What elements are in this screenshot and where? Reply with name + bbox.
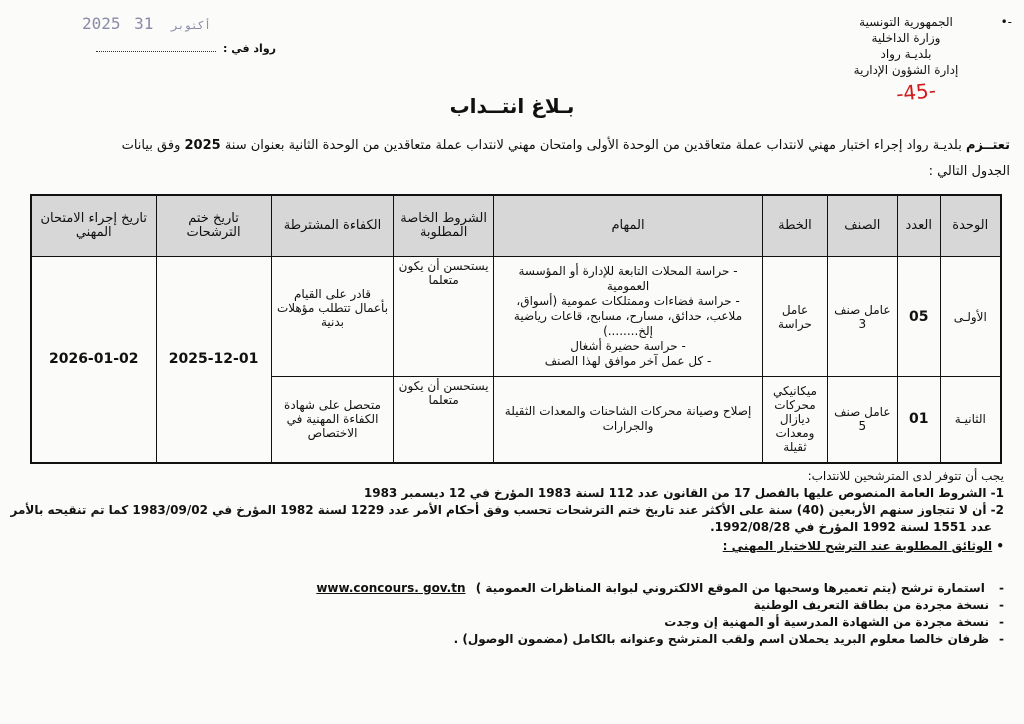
header-line: وزارة الداخلية [871,31,941,45]
website-link: www.concours. gov.tn [316,581,466,595]
cell-close-date: 2025-12-01 [156,257,271,463]
document-text: نسخة مجردة من الشهادة المدرسية أو المهنية إن وجدت [664,615,990,629]
col-close-date: تاريخ ختم الترشحات [156,195,271,257]
task-item: - حراسة المحلات التابعة للإدارة أو المؤسسة العمومية [518,264,738,293]
condition-item: عدد 1551 لسنة 1992 المؤرخ في 1992/08/28. [710,520,992,534]
col-category: الصنف [827,195,897,257]
cell-plan: ميكانيكي محركات ديازال ومعدات ثقيلة [763,377,828,463]
conditions-heading: يجب أن تتوفر لدى المترشحين للانتداب: [807,469,1004,483]
intro-prefix: تعتــزم [965,138,1010,153]
col-count: العدد [897,195,940,257]
bullet-icon: • [996,539,1004,553]
cell-unit: الأولـى [940,257,1001,377]
cell-category: عامل صنف 3 [827,257,897,377]
recruitment-table [30,194,1002,464]
documents-section [14,580,1004,648]
intro-year: 2025 [184,138,221,153]
cell-category: عامل صنف 5 [827,377,897,463]
cell-count: 05 [897,257,940,377]
dotted-line [96,51,216,52]
document-item: -نسخة مجردة من بطاقة التعريف الوطنية [753,598,1004,612]
table-row [31,257,1001,377]
col-plan: الخطة [763,195,828,257]
intro-text: بلديـة رواد إجراء اختبار مهني لانتداب عملة متعاقدين من الوحدة الأولى وامتحان مهني لانتداب عملة متعاقدين من الوحدة الثانية بعنوان سنة [220,138,966,153]
cell-unit: الثانيـة [940,377,1001,463]
document-text: ظرفان خالصا معلوم البريد يحملان اسم ولقب المترشح وعنوانه بالكامل (مضمون الوصول) . [453,632,990,646]
task-item: - حراسة حضيرة أشغال [570,339,686,353]
col-conditions: الشروط الخاصة المطلوبة [394,195,493,257]
col-tasks: المهام [493,195,762,257]
condition-item: 2- أن لا تتجاوز سنهم الأربعين (40) سنة على الأكثر عند تاريخ ختم الترشحات تحسب وفق أحكام الأمر عدد 1229 لسنة 1982 المؤرخ في 1983/09/02 كما تم تنقيحه بالأمر [10,503,1004,517]
condition-item: 1- الشروط العامة المنصوص عليها بالفصل 17 من القانون عدد 112 لسنة 1983 المؤرخ في 12 ديسمبر 1983 [363,486,1004,500]
cell-plan: عامل حراسة [763,257,828,377]
stamp-day: 31 [134,14,154,33]
received-stamp [82,14,215,33]
col-competence: الكفاءة المشترطة [271,195,394,257]
intro-suffix: وفق بيانات [121,138,185,153]
col-exam-date: تاريخ إجراء الامتحان المهني [31,195,156,257]
conditions-section [10,468,1004,555]
cell-exam-date: 2026-01-02 [31,257,156,463]
cell-tasks [493,377,762,463]
table-header-row [31,195,1001,257]
document-text: نسخة مجردة من بطاقة التعريف الوطنية [753,598,990,612]
place-date-line [86,42,276,55]
cell-conditions: يستحسن أن يكون متعلما [394,377,493,463]
page-title: بـلاغ انتــداب [449,94,575,118]
cell-conditions: يستحسن أن يكون متعلما [394,257,493,377]
header-line: الجمهورية التونسية -• [859,15,1012,29]
cell-competence: قادر على القيام بأعمال تتطلب مؤهلات بدنية [271,257,394,377]
documents-heading-line [14,538,1004,555]
task-item: إصلاح وصيانة محركات الشاحنات والمعدات الثقيلة والجرارات [504,404,752,434]
cell-count: 01 [897,377,940,463]
task-item: - كل عمل آخر موافق لهذا الصنف [544,354,712,368]
rawad-label: رواد في : [223,42,276,55]
institution-header [816,14,1012,78]
document-text: استمارة ترشح (يتم تعميرها وسحبها من الموقع الالكتروني لبوابة المناظرات العمومية ) [475,581,985,595]
stamp-year: 2025 [82,14,121,33]
header-line: بلديـة رواد [880,47,932,61]
stamp-month: أكتوبر [171,19,211,32]
intro-paragraph [10,133,1010,185]
task-item: - حراسة فضاءات وممتلكات عمومية (أسواق، ملاعب، حدائق، مسارح، مسابح، قاعات رياضية إلخ........) [513,294,743,338]
intro-line2: الجدول التالي : [928,164,1010,179]
cell-tasks [493,257,762,377]
document-item: -ظرفان خالصا معلوم البريد يحملان اسم ولقب المترشح وعنوانه بالكامل (مضمون الوصول) . [453,632,1004,646]
document-item: -نسخة مجردة من الشهادة المدرسية أو المهنية إن وجدت [664,615,1004,629]
dash-mark: -• [1000,15,1012,29]
document-item: - استمارة ترشح (يتم تعميرها وسحبها من الموقع الالكتروني لبوابة المناظرات العمومية ) www.concours. gov.tn [316,581,1004,595]
header-line: إدارة الشؤون الإدارية [853,63,959,77]
documents-heading: الوثائق المطلوبة عند الترشح للاختبار المهني : [722,539,993,553]
col-unit: الوحدة [940,195,1001,257]
handwritten-number: -45- [894,77,938,107]
cell-competence: متحصل على شهادة الكفاءة المهنية في الاختصاص [271,377,394,463]
